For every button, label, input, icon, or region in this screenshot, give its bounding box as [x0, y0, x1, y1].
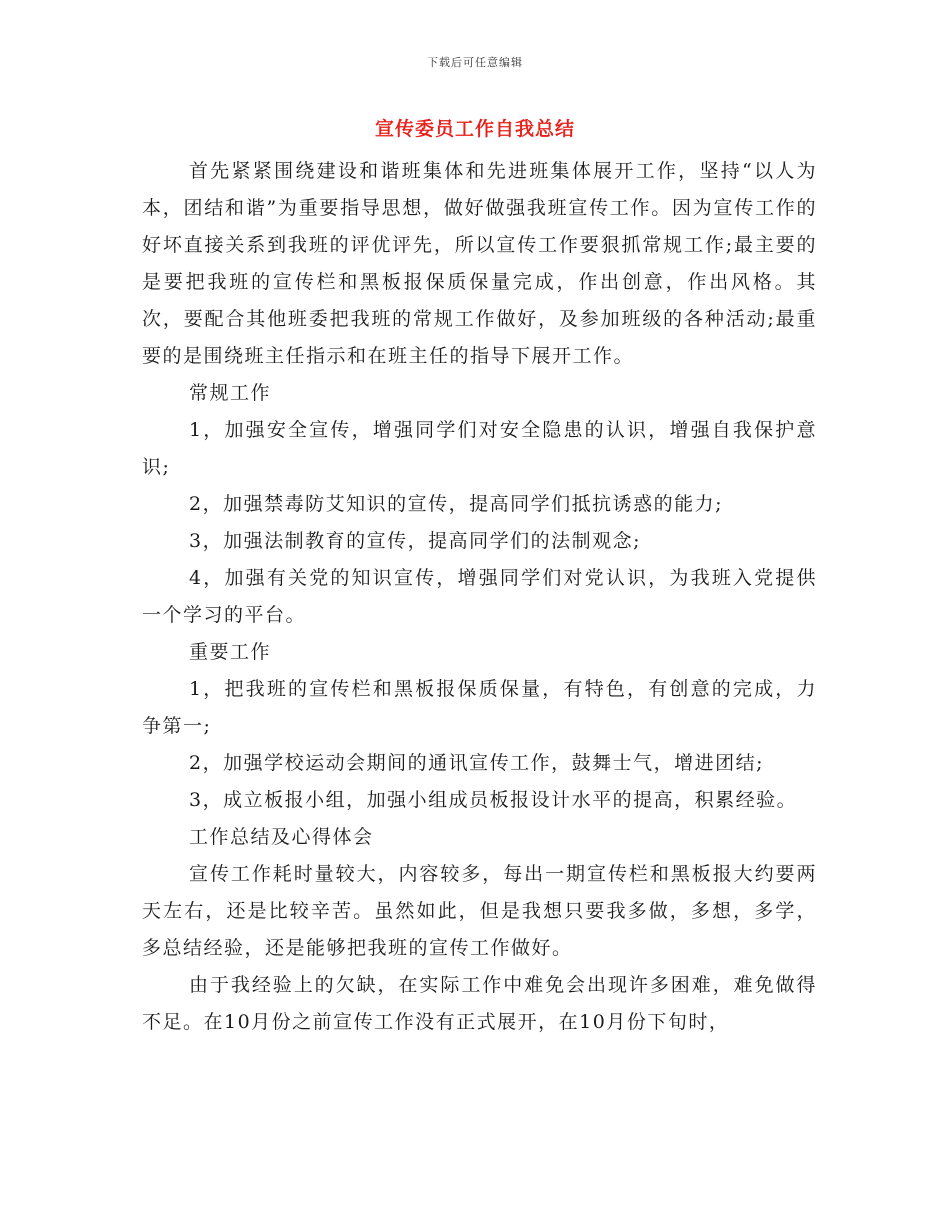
intro-paragraph: 首先紧紧围绕建设和谐班集体和先进班集体展开工作，坚持“以人为本，团结和谐”为重要指导思想，做好做强我班宣传工作。因为宣传工作的好坏直接关系到我班的评优评先，所以宣传工作要狠抓常规工作;最主要的是要把我班的宣传栏和黑板报保质保量完成，作出创意，作出风格。其次，要配合其他班委把我班的常规工作做好，及参加班级的各种活动;最重要的是围绕班主任指示和在班主任的指导下展开工作。: [142, 160, 817, 367]
document-title: 宣传委员工作自我总结: [374, 118, 575, 140]
routine-item-2: 2，加强禁毒防艾知识的宣传，提高同学们抵抗诱惑的能力;: [189, 493, 723, 515]
important-item-3: 3，成立板报小组，加强小组成员板报设计水平的提高，积累经验。: [189, 789, 798, 811]
section-heading-important: 重要工作: [189, 641, 272, 663]
section-heading-routine: 常规工作: [189, 382, 272, 404]
document-body: [142, 153, 817, 1041]
section-heading-summary: 工作总结及心得体会: [189, 826, 374, 848]
header-note: 下载后可任意编辑: [427, 56, 523, 69]
routine-item-1: 1，加强安全宣传，增强同学们对安全隐患的认识，增强自我保护意识;: [142, 419, 817, 478]
summary-paragraph-2: 由于我经验上的欠缺，在实际工作中难免会出现许多困难，难免做得不足。在10月份之前宣传工作没有正式展开，在10月份下旬时，: [142, 974, 817, 1033]
important-item-1: 1，把我班的宣传栏和黑板报保质保量，有特色，有创意的完成，力争第一;: [142, 678, 817, 737]
routine-item-4: 4，加强有关党的知识宣传，增强同学们对党认识，为我班入党提供一个学习的平台。: [142, 567, 817, 626]
summary-paragraph-1: 宣传工作耗时量较大，内容较多，每出一期宣传栏和黑板报大约要两天左右，还是比较辛苦。虽然如此，但是我想只要我多做，多想，多学，多总结经验，还是能够把我班的宣传工作做好。: [142, 863, 817, 959]
important-item-2: 2，加强学校运动会期间的通讯宣传工作，鼓舞士气，增进团结;: [189, 752, 764, 774]
routine-item-3: 3，加强法制教育的宣传，提高同学们的法制观念;: [189, 530, 641, 552]
